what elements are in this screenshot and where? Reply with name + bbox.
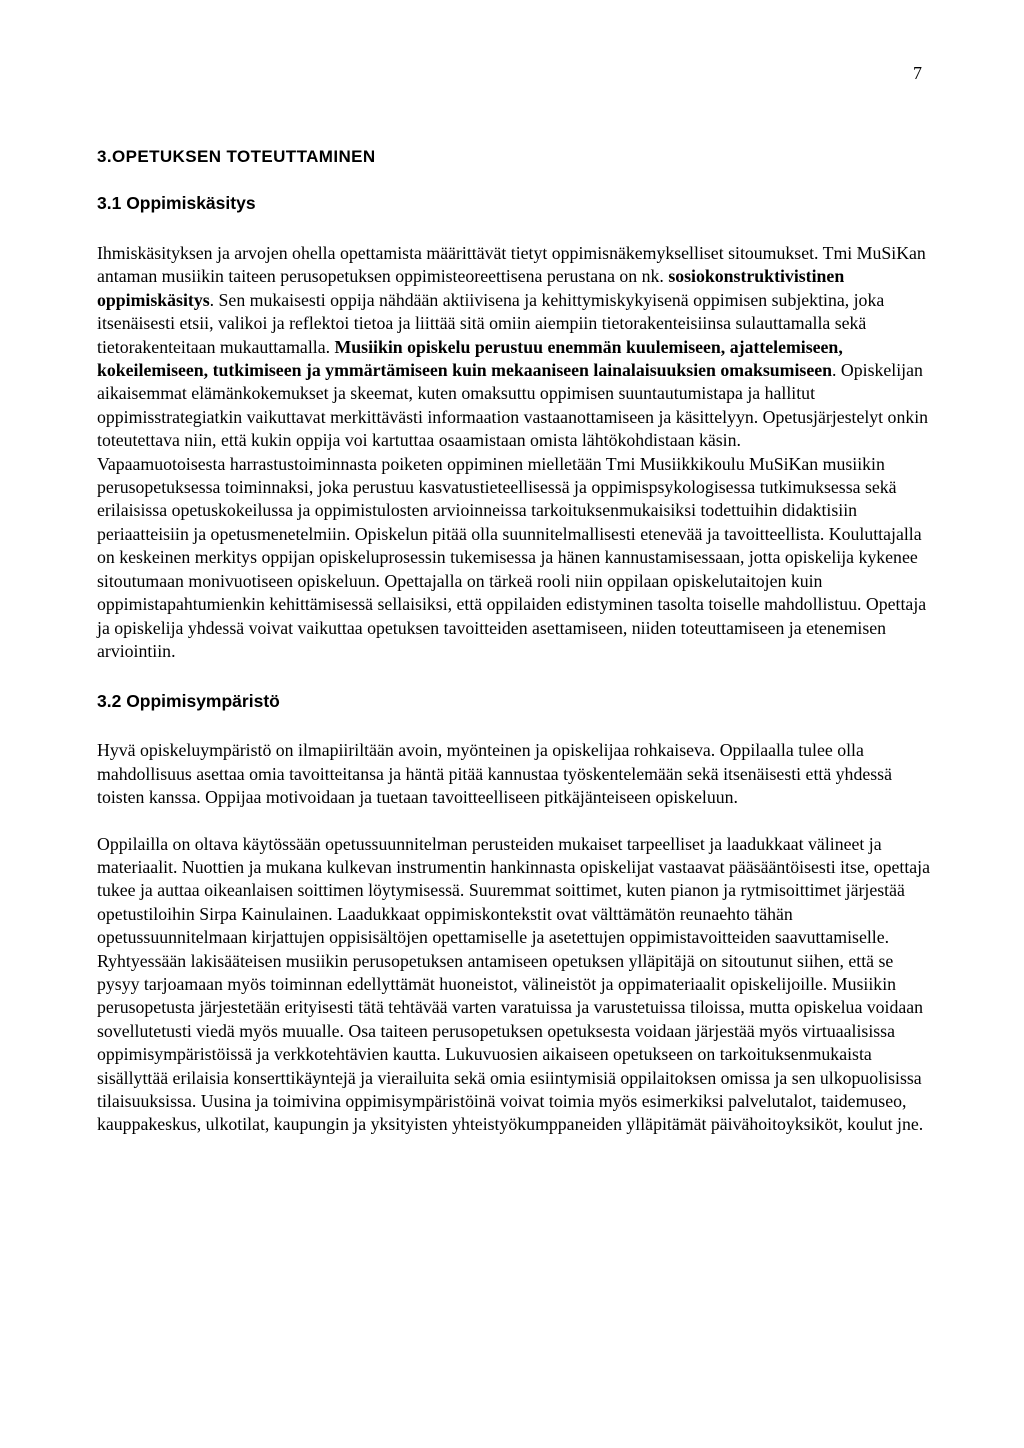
paragraph-oppimisymparisto-1: Hyvä opiskeluympäristö on ilmapiiriltään avoin, myönteinen ja opiskelijaa rohkaiseva. Oppilaalla tulee olla mahdollisuus asettaa omia tavoitteitansa ja häntä pitää kannustaa työskentelemään sekä itsenäisesti että yhdessä toisten kanssa. Oppijaa motivoidaan ja tuetaan tavoitteelliseen pitkäjänteiseen opiskeluun. <box>97 740 892 808</box>
paragraph-oppimiskasitys-2: Vapaamuotoisesta harrastustoiminnasta poiketen oppiminen mielletään Tmi Musiikkikoulu MuSiKan musiikin perusopetuksessa toiminnaksi, joka perustuu kasvatustieteellisessä ja oppimispsykologisessa tutkimuksessa sekä erilaisissa opetuskokeilussa ja oppimistulosten arvioinneissa tarkoituksenmukaisiksi todettuihin didaktisiin periaatteisiin ja opetusmenetelmiin. Opiskelun pitää olla suunnitelmallisesti etenevää ja tavoitteellista. Kouluttajalla on keskeinen merkitys oppijan opiskeluprosessin tukemisessa ja hänen kannustamisessaan, jotta opiskelija kykenee sitoutumaan monivuotiseen opiskeluun. Opettajalla on tärkeä rooli niin oppilaan opiskelutaitojen kuin oppimistapahtumienkin kehittämisessä sellaisiksi, että oppilaiden edistyminen tasolta toiselle mahdollistuu. Opettaja ja opiskelija yhdessä voivat vaikuttaa opetuksen tavoitteiden asettamiseen, niiden toteuttamiseen ja etenemisen arviointiin. <box>97 453 927 661</box>
section-title-oppimiskasitys: 3.1 Oppimiskäsitys <box>97 193 256 213</box>
page-content <box>97 146 935 1137</box>
paragraph-oppimisymparisto-2: Oppilailla on oltava käytössään opetussuunnitelman perusteiden mukaiset tarpeelliset ja laadukkaat välineet ja materiaalit. Nuottien ja mukana kulkevan instrumentin hankinnasta opiskelijat vastaavat pääsääntöisesti itse, opettaja tukee ja auttaa oikeanlaisen soittimen löytymisessä. Suuremmat soittimet, kuten pianon ja rytmisoittimet järjestää opetustiloihin Sirpa Kainulainen. Laadukkaat oppimiskontekstit ovat välttämätön reunaehto tähän opetussuunnitelmaan kirjattujen oppisisältöjen opettamiselle ja asetettujen oppimistavoitteiden saavuttamiselle. Ryhtyessään lakisääteisen musiikin perusopetuksen antamiseen opetuksen ylläpitäjä on sitoutunut siihen, että se pysyy tarjoamaan myös toiminnan edellyttämät huoneistot, välineistöt ja oppimateriaalit opiskelijoille. Musiikin perusopetusta järjestetään erityisesti tätä tehtävää varten varatuissa ja varustetuissa tiloissa, mutta opiskelua voidaan sovellutetusti viedä myös muualle. Osa taiteen perusopetuksen opetuksesta voidaan järjestää myös virtuaalisissa oppimisympäristöissä ja verkkotehtävien kautta. Lukuvuosien aikaiseen opetukseen on tarkoituksenmukaista sisällyttää erilaisia konserttikäyntejä ja vierailuita sekä omia esiintymisiä oppilaitoksen omissa ja sen ulkopuolisissa tilaisuuksissa. Uusina ja toimivina oppimisympäristöinä voivat toimia myös esimerkiksi palvelutalot, taidemuseo, kauppakeskus, ulkotilat, kaupungin ja yksityisten yhteistyökumppaneiden ylläpitämät päivähoitoyksiköt, koulut jne. <box>97 833 931 1135</box>
bold-statement: Musiikin opiskelu perustuu enemmän kuulemiseen, ajattelemiseen, kokeilemiseen, tutkimiseen ja ymmärtämiseen kuin mekaaniseen lainalaisuuksien omaksumiseen <box>97 336 843 381</box>
bold-term: sosiokonstruktivistinen oppimiskäsitys <box>97 266 845 310</box>
text-run: Ihmiskäsityksen ja arvojen ohella opettamista määrittävät tietyt oppimisnäkemykselliset sitoumukset. Tmi MuSiKan antaman musiikin taiteen perusopetuksen oppimisteoreettisena perustana on nk. <box>97 243 926 287</box>
text-run: . Opiskelijan aikaisemmat elämänkokemukset ja skeemat, kuten omaksuttu oppimisen suuntautumistapa ja hallitut oppimisstrategiatkin vaikuttavat merkittävästi informaation vastaanottamiseen ja käsittelyyn. Opetusjärjestelyt onkin toteutettava niin, että kukin oppija voi kartuttaa osaamistaan omista lähtökohdistaan käsin. <box>97 360 929 451</box>
section-title-oppimisymparisto: 3.2 Oppimisympäristö <box>97 691 280 712</box>
paragraph-oppimiskasitys-1 <box>97 242 935 453</box>
page-number: 7 <box>913 63 922 83</box>
chapter-title: 3.OPETUKSEN TOTEUTTAMINEN <box>97 147 376 166</box>
text-run: . Sen mukaisesti oppija nähdään aktiivisena ja kehittymiskykyisenä oppimisen subjektina, joka itsenäisesti etsii, valikoi ja reflektoi tietoa ja liittää sitä omiin aiempiin tietorakenteisiinsa sulauttamalla sekä tietorakenteitaan mukauttamalla. <box>97 289 885 357</box>
